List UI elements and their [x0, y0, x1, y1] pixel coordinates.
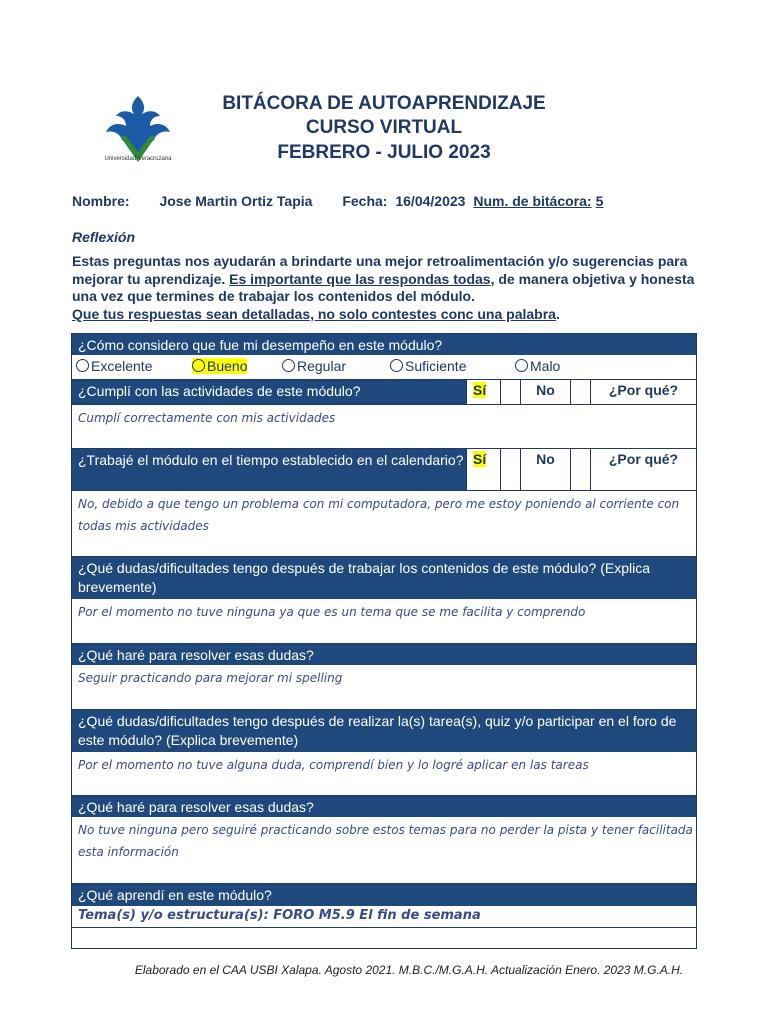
option-excelente[interactable]: Excelente: [76, 358, 152, 374]
option-malo[interactable]: Malo: [515, 358, 560, 374]
q4-answer[interactable]: Por el momento no tuve ninguna ya que es un tema que se me facilita y comprendo: [71, 599, 697, 644]
q8-header: [71, 884, 697, 906]
date-value: 16/04/2023: [395, 193, 466, 209]
q8-question: ¿Qué aprendí en este módulo?: [78, 887, 272, 903]
q6-header: [71, 710, 697, 752]
reflection-heading: Reflexión: [72, 229, 136, 245]
name-value: Jose Martin Ortiz Tapia: [159, 193, 313, 209]
q3-no[interactable]: No: [520, 449, 570, 490]
q8-answer-extra[interactable]: [71, 928, 697, 949]
reflection-form: [71, 333, 697, 949]
footer-credit: Elaborado en el CAA USBI Xalapa. Agosto 2021. M.B.C./M.G.A.H. Actualización Enero. 2023 M.G.A.H.: [134, 963, 684, 977]
intro-part3: Que tus respuestas sean detalladas, no solo contestes conc una palabra: [72, 305, 556, 322]
q5-question: ¿Qué haré para resolver esas dudas?: [78, 647, 314, 663]
q7-header: [71, 796, 697, 817]
q1-question: ¿Cómo considero que fue mi desempeño en este módulo?: [78, 337, 443, 353]
reflection-intro: [72, 253, 702, 323]
q3-no-box[interactable]: [570, 449, 590, 490]
intro-part1: Estas preguntas nos ayudarán a brindarte una mejor retroalimentación y/o sugerencias para mejorar tu aprendizaje.: [72, 253, 688, 287]
bitacora-num-label: Num. de bitácora:: [473, 193, 592, 209]
page-title-line2: CURSO VIRTUAL: [305, 117, 463, 138]
q5-header: [71, 644, 697, 665]
q3-header: [71, 449, 697, 490]
radio-icon: [390, 359, 403, 372]
radio-icon: [515, 359, 528, 372]
radio-icon: [282, 359, 295, 372]
page-title-line1: BITÁCORA DE AUTOAPRENDIZAJE: [222, 93, 546, 114]
q3-question: ¿Trabajé el módulo en el tiempo establecido en el calendario?: [72, 449, 466, 490]
intro-period: .: [555, 305, 560, 322]
q8-answer[interactable]: Tema(s) y/o estructura(s): FORO M5.9 El fin de semana: [71, 906, 697, 928]
q6-answer[interactable]: Por el momento no tuve alguna duda, comprendí bien y lo logré aplicar en las tareas: [71, 752, 697, 796]
q5-answer[interactable]: Seguir practicando para mejorar mi spelling: [71, 665, 697, 710]
q4-question: ¿Qué dudas/dificultades tengo después de trabajar los contenidos de este módulo? (Explica brevemente): [78, 560, 651, 595]
option-bueno[interactable]: Bueno: [192, 358, 247, 374]
q7-answer[interactable]: No tuve ninguna pero seguiré practicando sobre estos temas para no perder la pista y tener facilitada esta información: [71, 817, 697, 884]
q2-yes[interactable]: Sí: [466, 380, 500, 404]
q1-options: [71, 355, 697, 380]
radio-icon: [76, 359, 89, 372]
radio-icon: [192, 359, 205, 372]
q3-yes-box[interactable]: [500, 449, 520, 490]
option-regular[interactable]: Regular: [282, 358, 346, 374]
q3-yes[interactable]: Sí: [466, 449, 500, 490]
q2-why: ¿Por qué?: [590, 380, 696, 404]
q6-question: ¿Qué dudas/dificultades tengo después de realizar la(s) tarea(s), quiz y/o participar en el foro de este módulo? (Explica brevemente): [78, 713, 677, 748]
intro-underlined: Es importante que las respondas todas: [229, 270, 491, 287]
date-label: Fecha:: [342, 193, 388, 209]
q2-yes-box[interactable]: [500, 380, 520, 404]
page-title-line3: FEBRERO - JULIO 2023: [277, 142, 491, 163]
q7-question: ¿Qué haré para resolver esas dudas?: [78, 799, 314, 815]
q3-why: ¿Por qué?: [590, 449, 696, 490]
bitacora-num-value: 5: [595, 193, 604, 209]
q2-header: [71, 380, 697, 404]
q3-answer[interactable]: No, debido a que tengo un problema con mi computadora, pero me estoy poniendo al corriente con todas mis actividades: [71, 490, 697, 557]
q2-question: ¿Cumplí con las actividades de este módulo?: [72, 380, 466, 404]
q2-no-box[interactable]: [570, 380, 590, 404]
option-suficiente[interactable]: Suficiente: [390, 358, 466, 374]
meta-row: [72, 193, 607, 209]
q2-no[interactable]: No: [520, 380, 570, 404]
q2-answer[interactable]: Cumplí correctamente con mis actividades: [71, 404, 697, 449]
name-label: Nombre:: [72, 193, 130, 209]
intro-part2: , de manera objetiva y honesta una vez que termines de trabajar los contenidos del módulo.: [72, 270, 695, 304]
q4-header: [71, 557, 697, 599]
logo-caption: Universidad Veracruzana: [104, 156, 172, 162]
q1-header: [71, 333, 697, 355]
